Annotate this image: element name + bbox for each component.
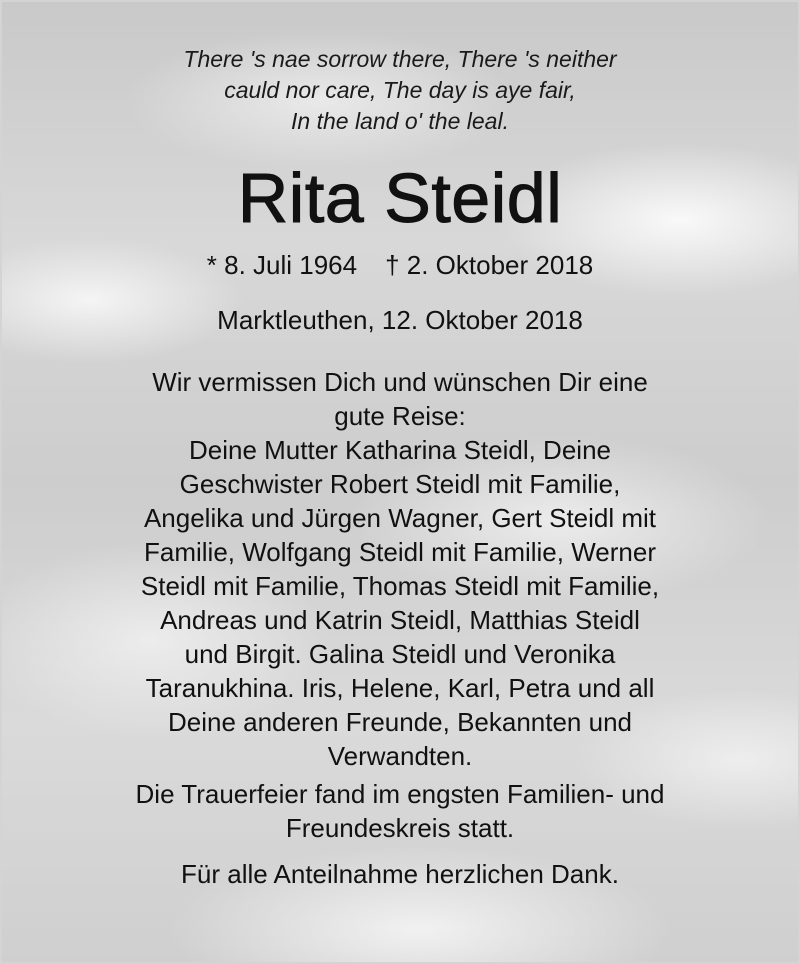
message-body xyxy=(60,365,740,891)
thanks-line: Für alle Anteilnahme herzlichen Dank. xyxy=(181,859,619,889)
verse-line: In the land o' the leal. xyxy=(291,108,509,134)
family-line: Steidl mit Familie, Thomas Steidl mit Familie, xyxy=(140,571,660,601)
funeral-line: Die Trauerfeier fand im engsten Familien- und xyxy=(135,779,665,809)
family-line: Angelika und Jürgen Wagner, Gert Steidl mit xyxy=(143,503,657,533)
verse-line: There 's nae sorrow there, There 's neither xyxy=(183,46,617,72)
family-line: Verwandten. xyxy=(327,741,473,771)
farewell-message xyxy=(60,365,740,433)
family-line: Deine anderen Freunde, Bekannten und xyxy=(167,707,632,737)
death-date: † 2. Oktober 2018 xyxy=(385,250,594,280)
message-line: Wir vermissen Dich und wünschen Dir eine xyxy=(152,367,648,397)
family-line: Deine Mutter Katharina Steidl, Deine xyxy=(188,435,611,465)
life-dates xyxy=(0,248,800,282)
funeral-line: Freundeskreis statt. xyxy=(285,813,515,843)
family-list xyxy=(60,433,740,773)
family-line: und Birgit. Galina Steidl und Veronika xyxy=(184,639,616,669)
family-line: Geschwister Robert Steidl mit Familie, xyxy=(179,469,621,499)
birth-date: * 8. Juli 1964 xyxy=(206,250,358,280)
family-line: Familie, Wolfgang Steidl mit Familie, Werner xyxy=(144,537,656,567)
verse-line: cauld nor care, The day is aye fair, xyxy=(224,77,576,103)
family-line: Andreas und Katrin Steidl, Matthias Steidl xyxy=(160,605,640,635)
family-line: Taranukhina. Iris, Helene, Karl, Petra und all xyxy=(145,673,655,703)
funeral-note xyxy=(60,777,740,845)
message-line: gute Reise: xyxy=(334,401,466,431)
deceased-name: Rita Steidl xyxy=(237,159,563,237)
verse-quote xyxy=(0,44,800,137)
place-and-date: Marktleuthen, 12. Oktober 2018 xyxy=(217,305,583,335)
thanks-note xyxy=(60,857,740,891)
